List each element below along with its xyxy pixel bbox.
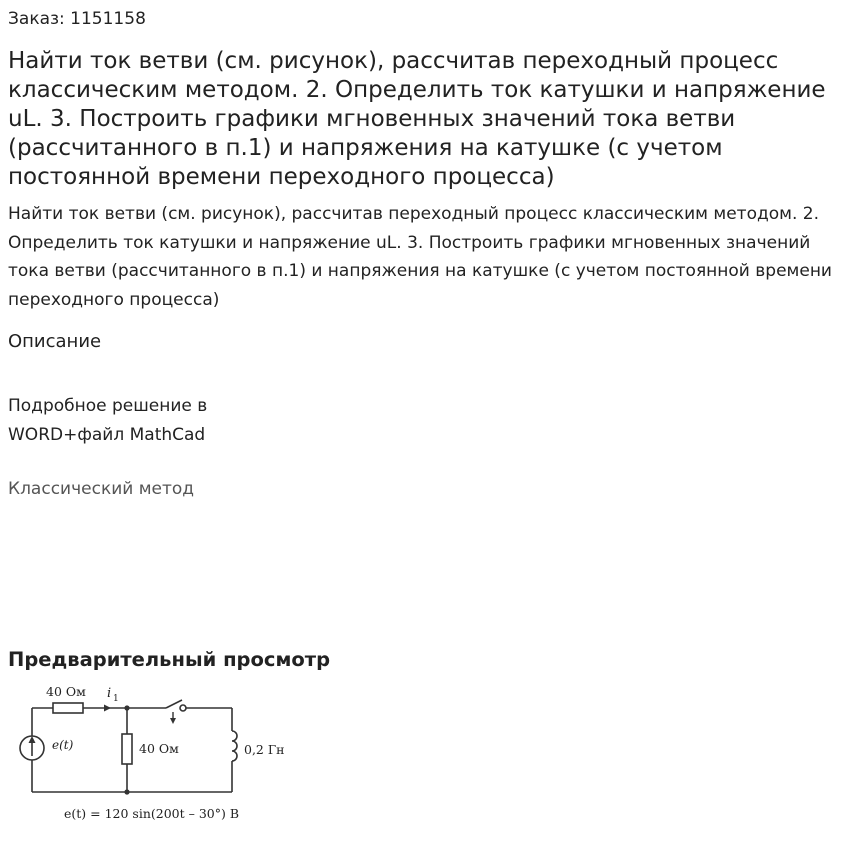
order-number: Заказ: 1151158 [8,9,146,29]
short-description: Найти ток ветви (см. рисунок), рассчитав переходный процесс классическим методом. 2. Определить ток катушки и напряжение uL. 3. Построить графики мгновенных значений тока ветви (рассчитанного в п.1) и напряжения на катушке (с учетом постоянной времени переходного процесса) [8,204,832,310]
switch-contact [180,705,186,711]
method-text: Классический метод [8,479,195,499]
resistor-r2 [122,734,132,764]
source-label: e(t) [52,738,74,752]
r1-label: 40 Ом [46,684,86,699]
circuit-preview-image [10,676,300,830]
description-line-1: Подробное решение в [8,396,208,416]
junction-dot [124,789,129,794]
current-arrow [104,705,111,712]
current-label: i [107,686,112,701]
current-subscript: 1 [113,694,119,704]
description-heading: Описание [8,331,102,352]
r2-label: 40 Ом [139,741,179,756]
inductor-symbol [232,731,237,761]
switch-arrowhead [170,718,176,724]
preview-heading: Предварительный просмотр [8,648,331,671]
description-body [8,392,308,449]
page-title: Найти ток ветви (см. рисунок), рассчитав переходный процесс классическим методом. 2. Определить ток катушки и напряжение uL. 3. Построить графики мгновенных значений тока ветви (рассчитанного в п.1) и напряжения на катушке (с учетом постоянной времени переходного процесса) [8,48,826,190]
junction-dot [124,705,129,710]
description-line-2: WORD+файл MathCad [8,424,206,445]
inductor-label: 0,2 Гн [244,742,285,757]
resistor-r1 [53,703,83,713]
source-formula: e(t) = 120 sin(200t – 30°) В [64,806,240,821]
